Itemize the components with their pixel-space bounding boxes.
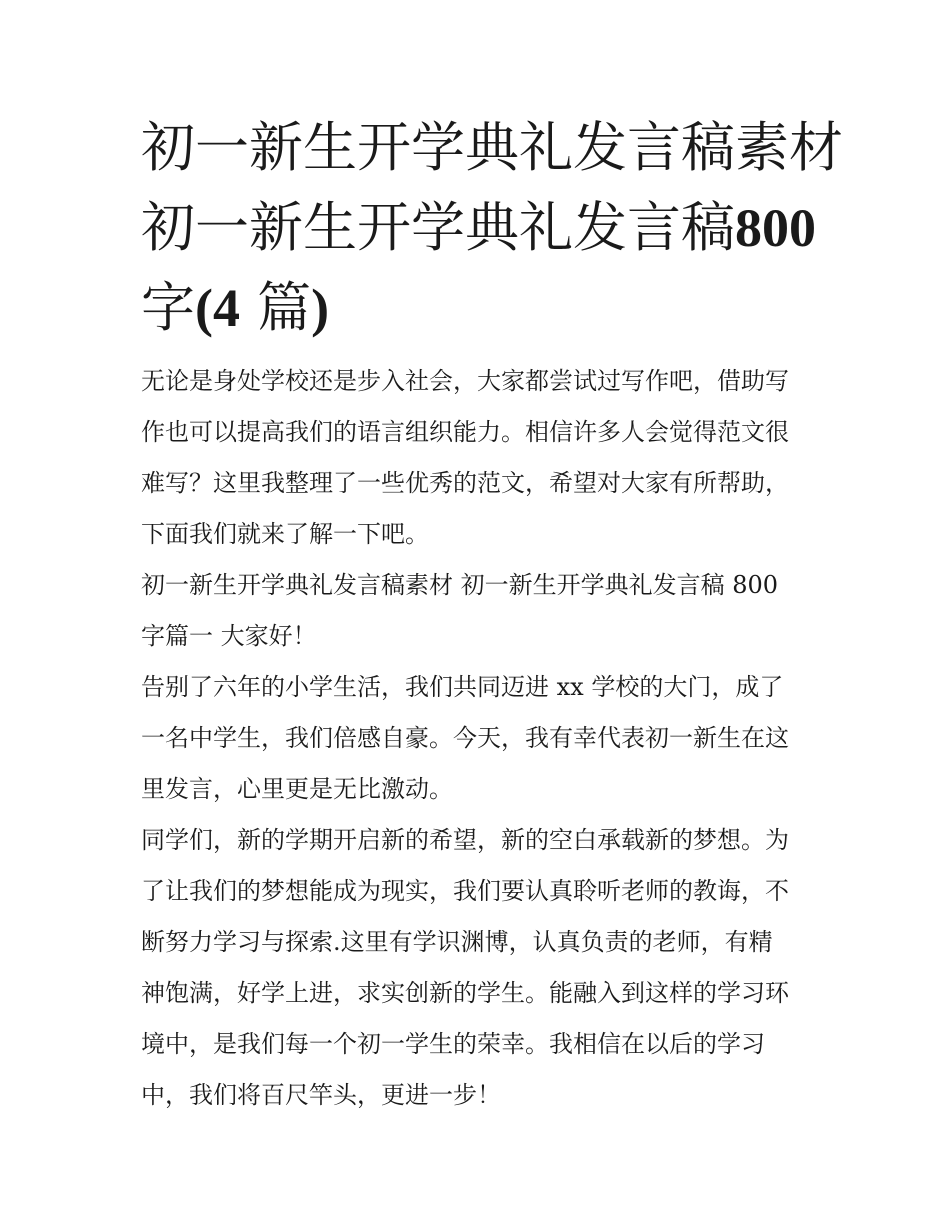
text-line: 作也可以提高我们的语言组织能力。相信许多人会觉得范文很	[141, 418, 789, 446]
paragraph-intro	[141, 356, 821, 560]
text-line: 难写？这里我整理了一些优秀的范文，希望对大家有所帮助，	[141, 469, 789, 497]
paragraph-classmates	[141, 815, 821, 1121]
title-paren-close: )	[311, 278, 330, 338]
title-count-word: 800	[735, 198, 816, 258]
paragraph-heading	[141, 560, 821, 662]
text-line: 神饱满，好学上进，求实创新的学生。能融入到这样的学习环	[141, 979, 789, 1007]
title-line-3	[141, 268, 821, 348]
title-line-2	[141, 188, 821, 268]
text-line: 了让我们的梦想能成为现实，我们要认真聆听老师的教诲，不	[141, 877, 789, 905]
text-line: 同学们，新的学期开启新的希望，新的空白承载新的梦想。为	[141, 826, 789, 854]
paragraph-farewell	[141, 662, 821, 815]
text-line: 中，我们将百尺竿头，更进一步！	[141, 1081, 501, 1109]
title-line-1: 初一新生开学典礼发言稿素材	[141, 116, 843, 179]
title-paren-open: (	[195, 278, 213, 338]
title-char-pian: 篇	[257, 276, 312, 339]
document-body	[141, 356, 821, 1121]
title-line-2-text: 初一新生开学典礼发言稿	[141, 196, 735, 259]
title-paren-num: 4	[212, 278, 240, 338]
text-line: 下面我们就来了解一下吧。	[141, 520, 429, 548]
text-line: 里发言，心里更是无比激动。	[141, 775, 453, 803]
text-line: 断努力学习与探索.这里有学识渊博，认真负责的老师，有精	[141, 928, 773, 956]
text-line: 境中，是我们每一个初一学生的荣幸。我相信在以后的学习	[141, 1030, 765, 1058]
text-line: 无论是身处学校还是步入社会，大家都尝试过写作吧，借助写	[141, 367, 789, 395]
text-line: 告别了六年的小学生活，我们共同迈进 xx 学校的大门，成了	[141, 673, 784, 701]
text-line: 一名中学生，我们倍感自豪。今天，我有幸代表初一新生在这	[141, 724, 789, 752]
text-line: 字篇一 大家好！	[141, 622, 317, 650]
page-title	[141, 108, 843, 348]
title-char-zi: 字	[141, 276, 195, 339]
text-line: 初一新生开学典礼发言稿素材 初一新生开学典礼发言稿 800	[141, 571, 779, 599]
